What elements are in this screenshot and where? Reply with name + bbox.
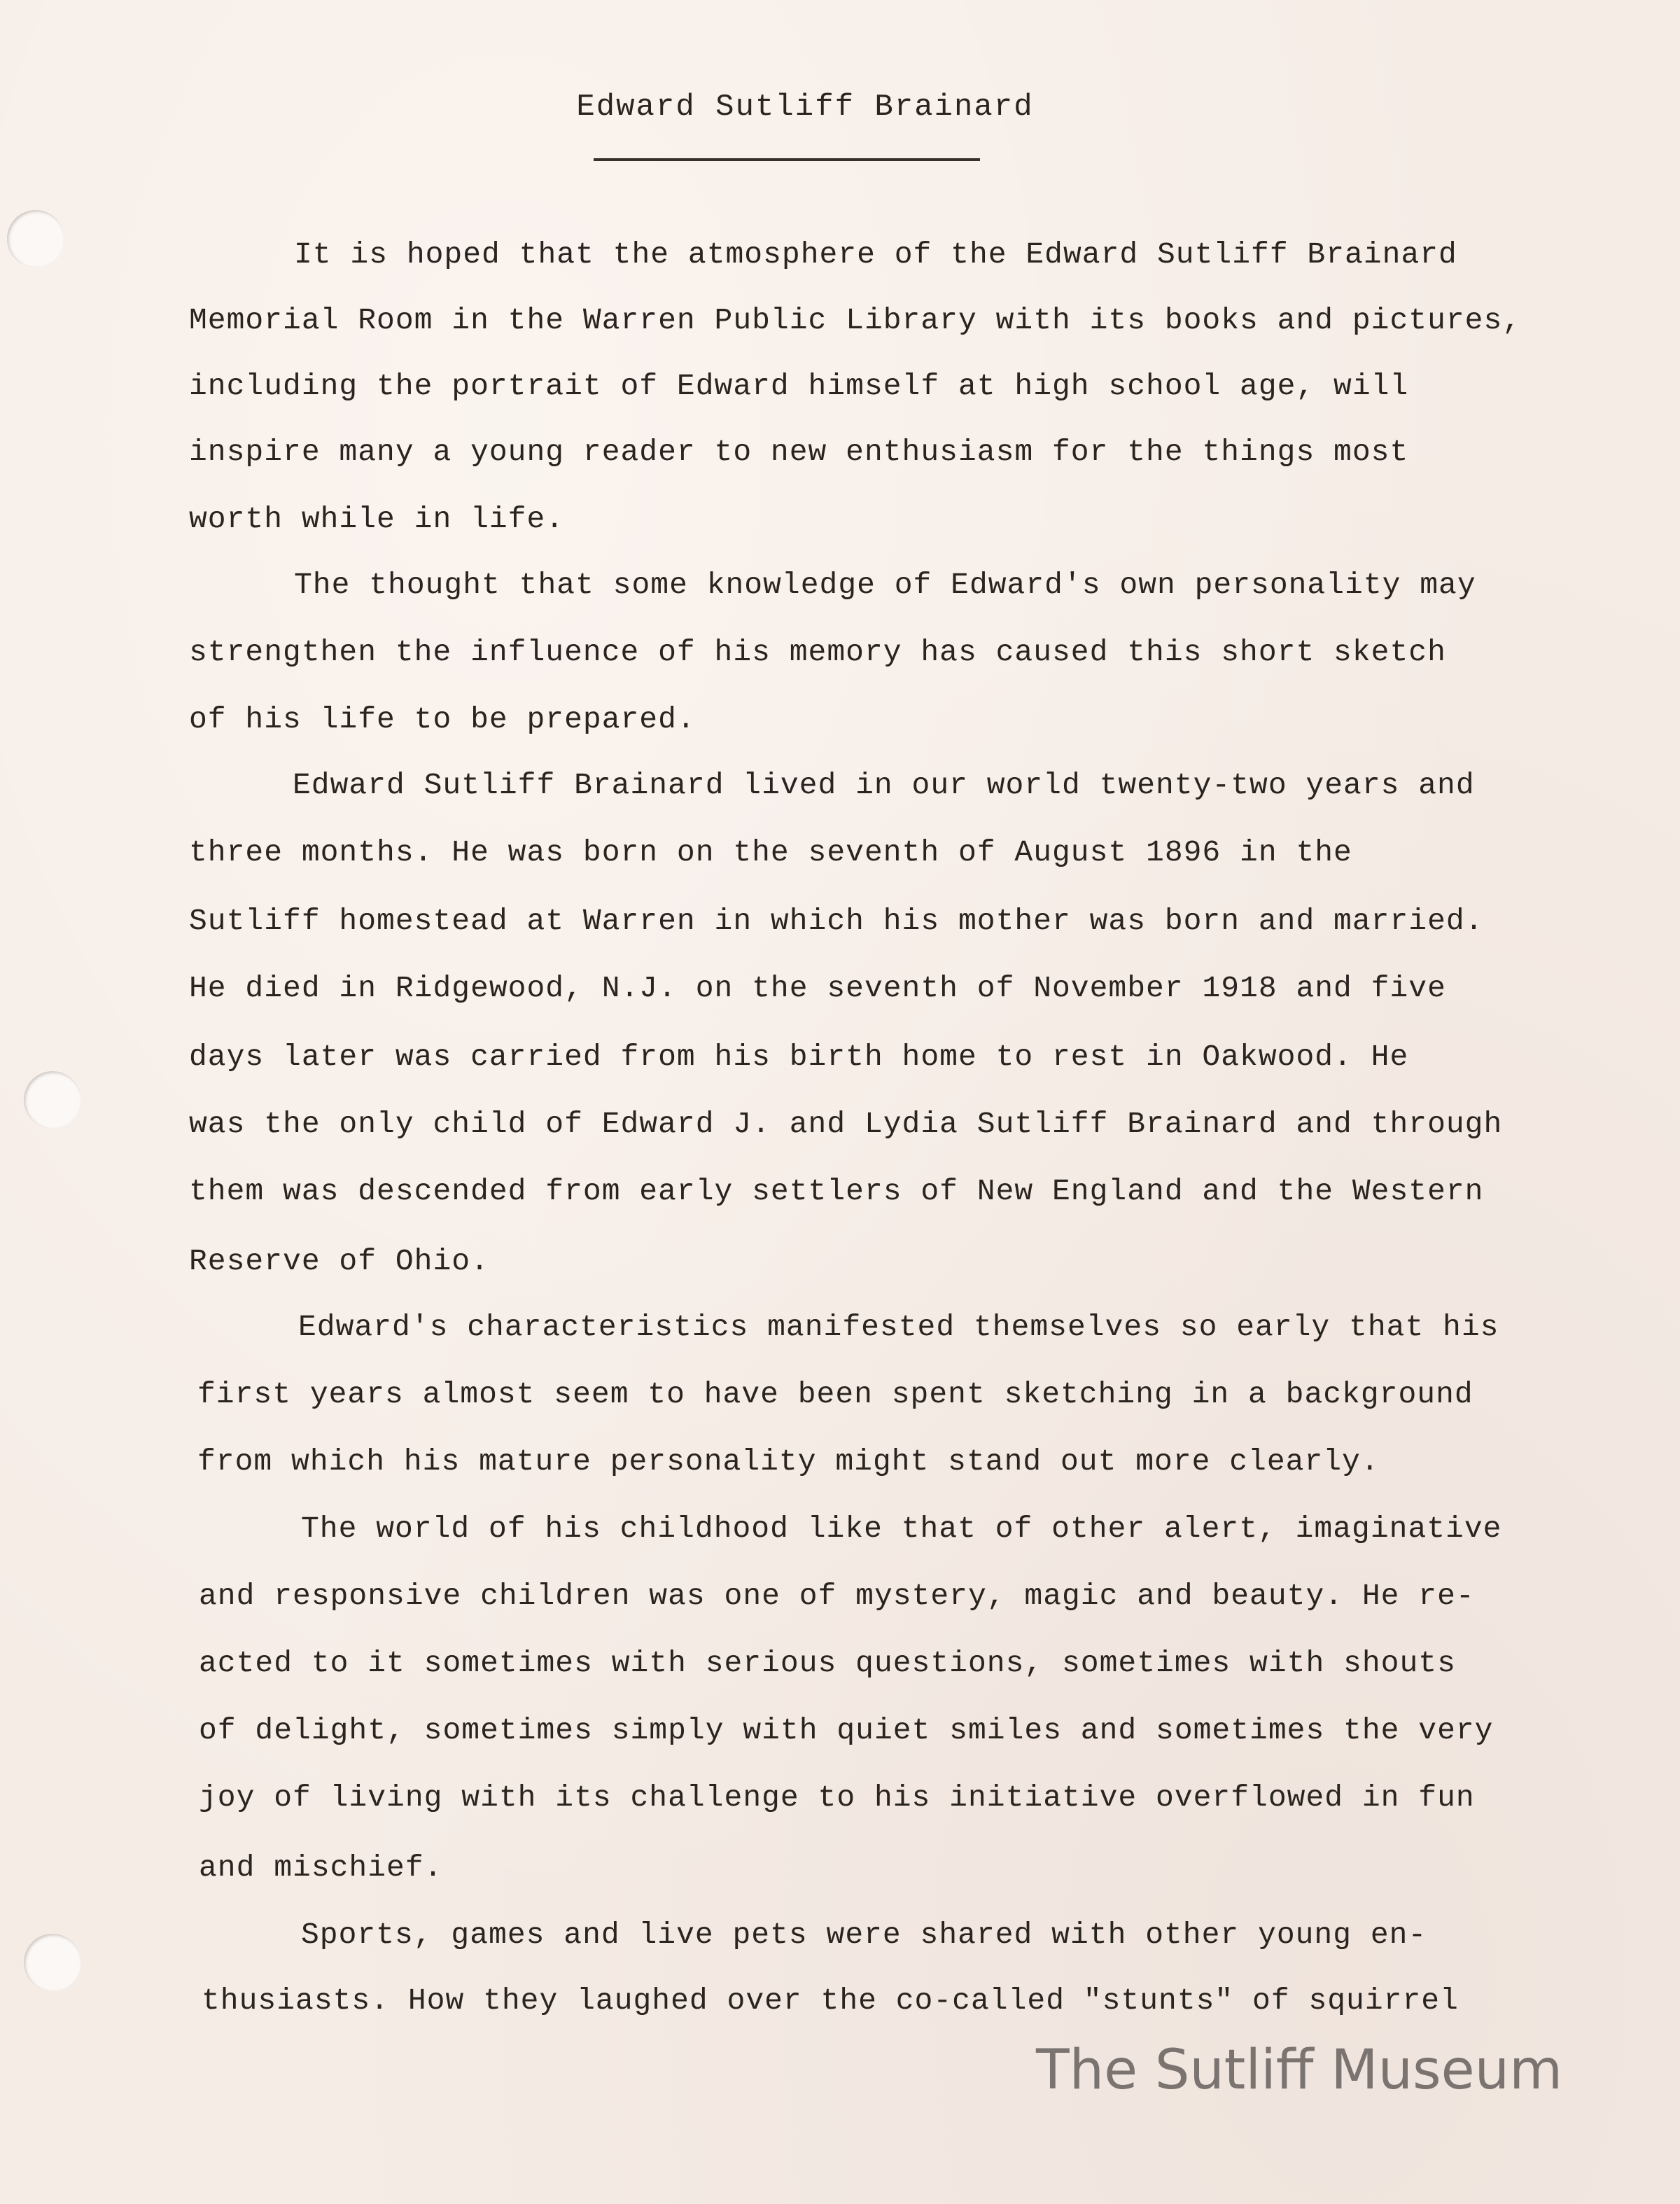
text-line: including the portrait of Edward himself at high school age, will (189, 369, 1409, 403)
text-line: and mischief. (199, 1850, 443, 1885)
text-line: of his life to be prepared. (189, 702, 696, 737)
punch-hole (24, 1071, 81, 1129)
text-line: Sports, games and live pets were shared with other young en- (301, 1918, 1427, 1952)
text-line: Reserve of Ohio. (189, 1244, 489, 1278)
text-line: strengthen the influence of his memory has caused this short sketch (189, 635, 1446, 669)
text-line: joy of living with its challenge to his initiative overflowed in fun (199, 1780, 1475, 1815)
text-line: The thought that some knowledge of Edward's own personality may (294, 568, 1476, 602)
text-line: three months. He was born on the seventh of August 1896 in the (189, 835, 1352, 870)
museum-watermark: The Sutliff Museum (1036, 2039, 1563, 2102)
text-line: them was descended from early settlers of New England and the Western (189, 1174, 1484, 1208)
document-title: Edward Sutliff Brainard (576, 90, 1034, 125)
text-line: from which his mature personality might stand out more clearly. (197, 1444, 1380, 1479)
text-line: Edward Sutliff Brainard lived in our world twenty-two years and (293, 768, 1475, 802)
text-line: was the only child of Edward J. and Lydia Sutliff Brainard and through (189, 1107, 1503, 1141)
punch-hole (7, 210, 64, 267)
text-line: acted to it sometimes with serious questions, sometimes with shouts (199, 1646, 1456, 1680)
text-line: worth while in life. (189, 502, 565, 536)
text-line: He died in Ridgewood, N.J. on the seventh of November 1918 and five (189, 971, 1446, 1005)
text-line: Sutliff homestead at Warren in which his mother was born and married. (189, 904, 1484, 938)
text-line: Edward's characteristics manifested themselves so early that his (298, 1310, 1499, 1344)
text-line: inspire many a young reader to new enthusiasm for the things most (189, 435, 1409, 469)
text-line: thusiasts. How they laughed over the co-called "stunts" of squirrel (202, 1983, 1459, 2018)
text-line: Memorial Room in the Warren Public Library with its books and pictures, (189, 303, 1522, 337)
text-line: days later was carried from his birth home to rest in Oakwood. He (189, 1040, 1409, 1074)
text-line: It is hoped that the atmosphere of the Edward Sutliff Brainard (294, 237, 1457, 272)
punch-hole (24, 1934, 81, 1991)
text-line: The world of his childhood like that of other alert, imaginative (301, 1512, 1502, 1546)
text-line: first years almost seem to have been spent sketching in a background (197, 1377, 1474, 1411)
text-line: and responsive children was one of mystery, magic and beauty. He re- (199, 1579, 1475, 1613)
title-underline (594, 158, 980, 161)
text-line: of delight, sometimes simply with quiet smiles and sometimes the very (199, 1713, 1494, 1748)
